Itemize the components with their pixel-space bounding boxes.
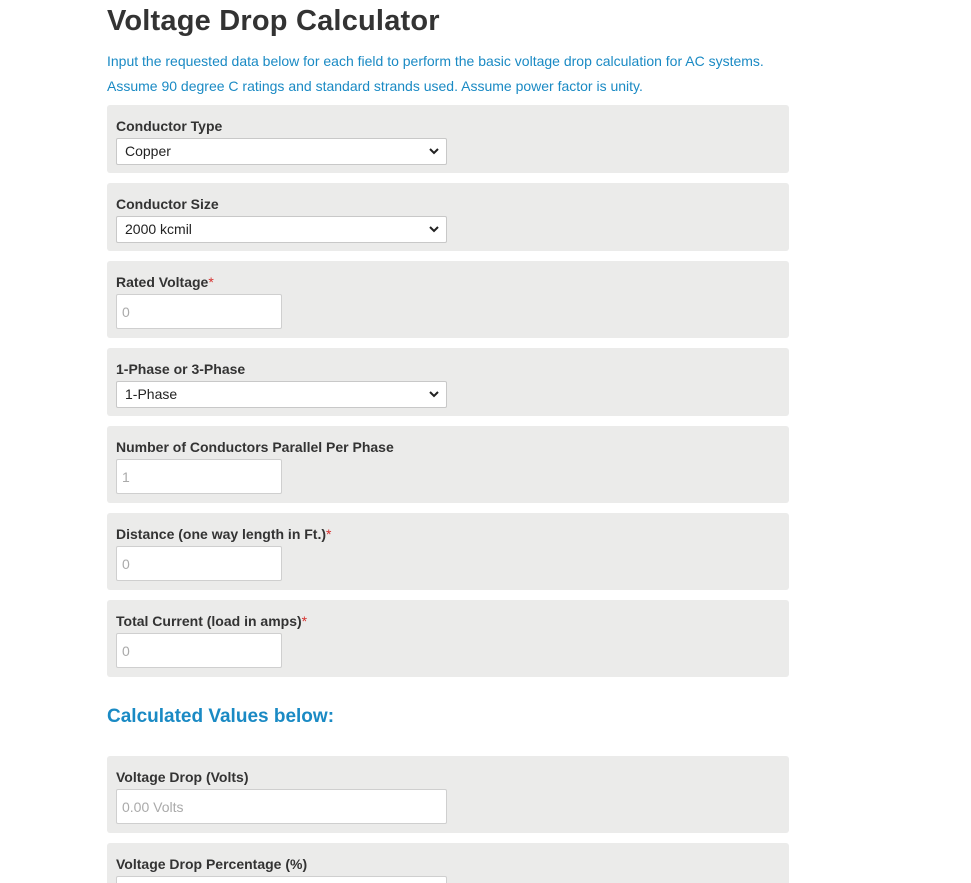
conductor-size-group [107,183,789,251]
phase-select[interactable] [116,381,447,408]
total-current-group [107,600,789,677]
results-heading: Calculated Values below: [107,706,335,727]
conductor-size-select[interactable] [116,216,447,243]
voltage-drop-percentage-output[interactable] [116,876,447,883]
voltage-drop-percentage-label: Voltage Drop Percentage (%) [116,856,308,872]
conductor-size-value: 2000 kcmil [125,221,192,237]
voltage-drop-label: Voltage Drop (Volts) [116,769,249,785]
total-current-label: Total Current (load in amps)* [116,613,308,629]
distance-input[interactable] [116,546,282,581]
conductor-type-group [107,105,789,173]
rated-voltage-label: Rated Voltage* [116,274,214,290]
total-current-input[interactable] [116,633,282,668]
conductor-type-select[interactable] [116,138,447,165]
intro-line-2: Assume 90 degree C ratings and standard strands used. Assume power factor is unity. [107,78,643,94]
conductor-type-label: Conductor Type [116,118,223,134]
parallel-conductors-input[interactable] [116,459,282,494]
chevron-down-icon [428,388,440,400]
voltage-drop-output[interactable] [116,789,447,824]
chevron-down-icon [428,223,440,235]
voltage-drop-percentage-group [107,843,789,883]
parallel-conductors-group [107,426,789,503]
page-title: Voltage Drop Calculator [107,5,440,37]
phase-label: 1-Phase or 3-Phase [116,361,246,377]
rated-voltage-input[interactable] [116,294,282,329]
phase-value: 1-Phase [125,386,178,402]
rated-voltage-group [107,261,789,338]
phase-group [107,348,789,416]
calculator-form [107,0,789,883]
distance-group [107,513,789,590]
conductor-type-value: Copper [125,143,171,159]
voltage-drop-group [107,756,789,833]
required-mark: * [326,526,332,542]
intro-line-1: Input the requested data below for each field to perform the basic voltage drop calculation for AC systems. [107,53,764,69]
distance-label: Distance (one way length in Ft.)* [116,526,332,542]
chevron-down-icon [428,145,440,157]
conductor-size-label: Conductor Size [116,196,219,212]
parallel-conductors-label: Number of Conductors Parallel Per Phase [116,439,394,455]
required-mark: * [208,274,214,290]
required-mark: * [301,613,308,629]
intro-text [107,49,789,99]
